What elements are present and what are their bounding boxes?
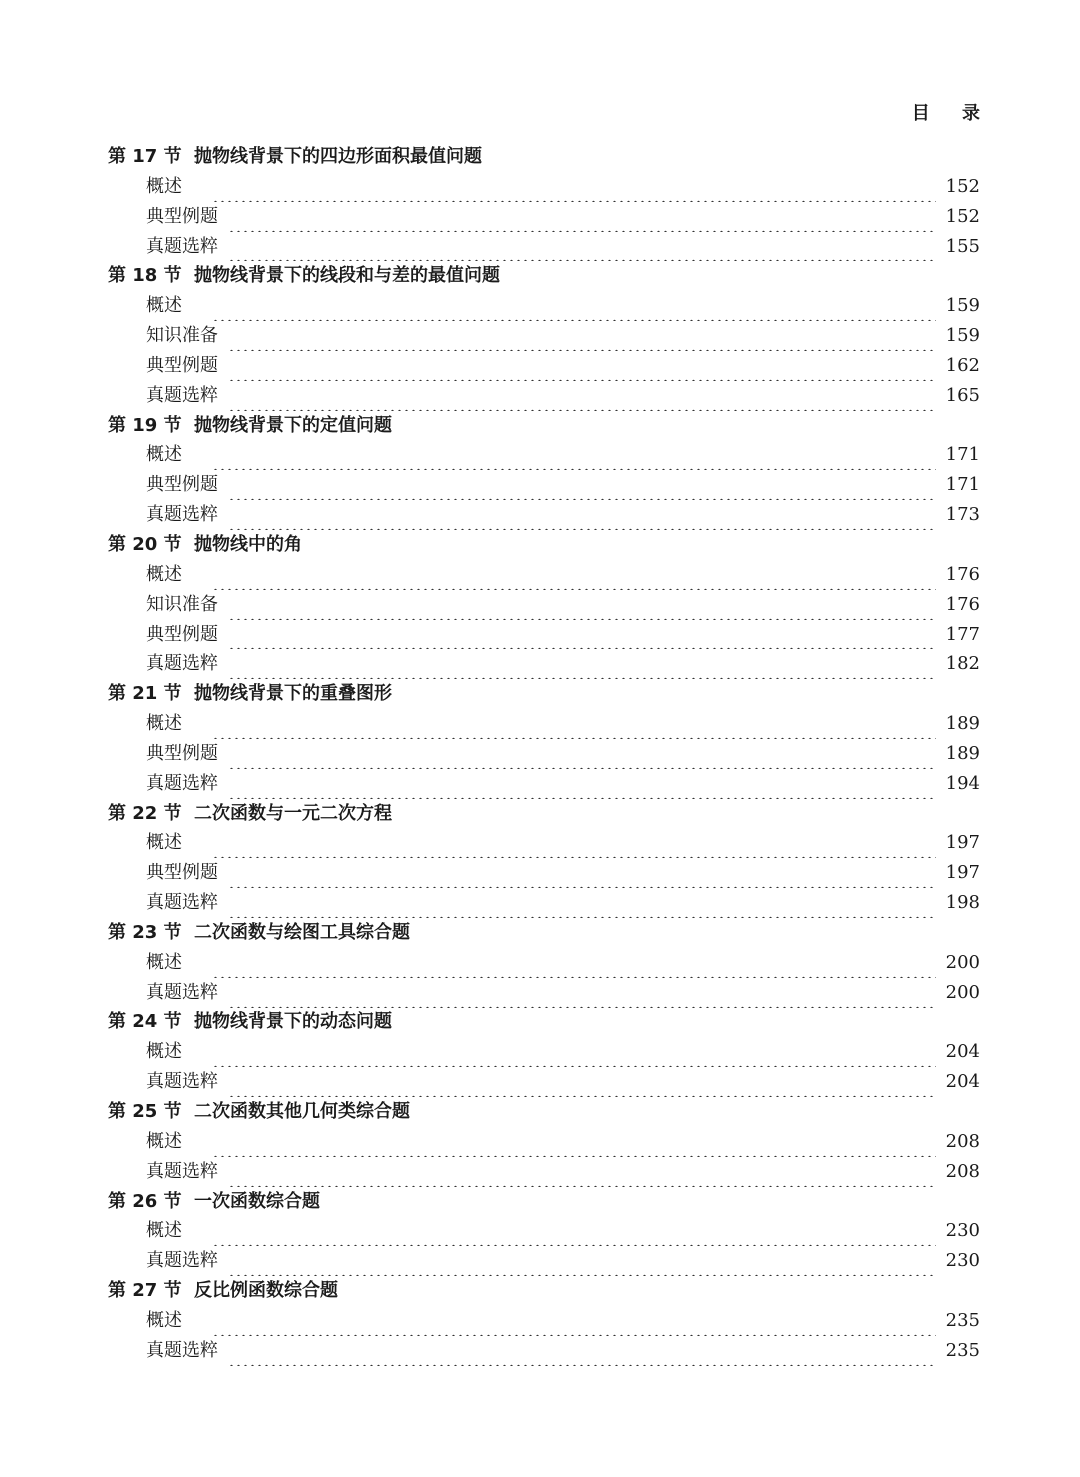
entry-page-number: 194 xyxy=(945,772,980,794)
entry-label: 典型例题 xyxy=(146,623,218,645)
entry-page-number: 204 xyxy=(945,1041,980,1063)
entry-label: 真题选粹 xyxy=(146,1250,218,1272)
entry-label: 典型例题 xyxy=(146,354,218,376)
toc-section-heading[interactable] xyxy=(0,799,1080,829)
section-title: 抛物线背景下的四边形面积最值问题 xyxy=(194,146,482,167)
toc-section-heading[interactable] xyxy=(0,679,1080,709)
entry-page-number: 204 xyxy=(945,1071,980,1093)
entry-page-number: 159 xyxy=(945,295,980,317)
toc-entry[interactable] xyxy=(0,978,1080,1008)
entry-label: 典型例题 xyxy=(146,205,218,227)
dot-leader xyxy=(212,1216,936,1246)
entry-label: 真题选粹 xyxy=(146,384,218,406)
section-title: 二次函数其他几何类综合题 xyxy=(194,1101,410,1122)
dot-leader xyxy=(228,649,936,679)
toc-section-heading[interactable] xyxy=(0,1097,1080,1127)
dot-leader xyxy=(228,769,936,799)
toc-entry[interactable] xyxy=(0,1037,1080,1067)
entry-page-number: 177 xyxy=(945,623,980,645)
section-number: 第 21 节 xyxy=(108,683,182,705)
dot-leader xyxy=(228,381,936,411)
entry-label: 概述 xyxy=(146,175,182,197)
table-of-contents xyxy=(0,142,1080,1366)
toc-section-heading[interactable] xyxy=(0,1187,1080,1217)
toc-entry[interactable] xyxy=(0,620,1080,650)
toc-entry[interactable] xyxy=(0,858,1080,888)
dot-leader xyxy=(228,978,936,1008)
section-number: 第 20 节 xyxy=(108,533,182,555)
section-number: 第 22 节 xyxy=(108,802,182,824)
toc-section-heading[interactable] xyxy=(0,411,1080,441)
section-title: 抛物线背景下的动态问题 xyxy=(194,1011,392,1033)
toc-section-heading[interactable] xyxy=(0,1007,1080,1037)
toc-entry[interactable] xyxy=(0,1246,1080,1276)
entry-page-number: 208 xyxy=(945,1130,980,1152)
dot-leader xyxy=(228,1246,936,1276)
entry-page-number: 176 xyxy=(945,593,980,615)
toc-section-heading[interactable] xyxy=(0,918,1080,948)
entry-page-number: 152 xyxy=(945,175,980,197)
entry-page-number: 176 xyxy=(945,563,980,585)
toc-entry[interactable] xyxy=(0,1336,1080,1366)
dot-leader xyxy=(228,739,936,769)
entry-label: 概述 xyxy=(146,1220,182,1242)
section-title: 一次函数综合题 xyxy=(194,1190,320,1212)
section-number: 第 19 节 xyxy=(108,414,182,436)
entry-page-number: 189 xyxy=(945,742,980,764)
section-title: 二次函数与一元二次方程 xyxy=(194,802,392,824)
entry-page-number: 235 xyxy=(945,1309,980,1331)
entry-page-number: 152 xyxy=(945,205,980,227)
entry-page-number: 230 xyxy=(945,1220,980,1242)
entry-page-number: 171 xyxy=(945,474,980,496)
section-title: 二次函数与绘图工具综合题 xyxy=(194,921,410,943)
page-header: 目 录 xyxy=(911,103,980,124)
toc-section-heading[interactable] xyxy=(0,142,1080,172)
toc-entry[interactable] xyxy=(0,888,1080,918)
entry-label: 知识准备 xyxy=(146,325,218,347)
toc-entry[interactable] xyxy=(0,172,1080,202)
section-number: 第 17 节 xyxy=(108,146,182,167)
dot-leader xyxy=(212,291,936,321)
dot-leader xyxy=(228,1157,936,1187)
toc-entry[interactable] xyxy=(0,321,1080,351)
entry-page-number: 155 xyxy=(945,235,980,257)
entry-page-number: 162 xyxy=(945,354,980,376)
entry-page-number: 200 xyxy=(945,981,980,1003)
entry-page-number: 230 xyxy=(945,1250,980,1272)
dot-leader xyxy=(212,1037,936,1067)
entry-page-number: 189 xyxy=(945,713,980,735)
section-number: 第 27 节 xyxy=(108,1280,182,1302)
entry-label: 概述 xyxy=(146,713,182,735)
entry-page-number: 173 xyxy=(945,504,980,526)
entry-label: 真题选粹 xyxy=(146,981,218,1003)
entry-label: 真题选粹 xyxy=(146,235,218,257)
dot-leader xyxy=(212,828,936,858)
entry-label: 概述 xyxy=(146,444,182,466)
dot-leader xyxy=(228,321,936,351)
toc-entry[interactable] xyxy=(0,769,1080,799)
entry-label: 典型例题 xyxy=(146,474,218,496)
toc-entry[interactable] xyxy=(0,590,1080,620)
toc-entry[interactable] xyxy=(0,828,1080,858)
dot-leader xyxy=(228,231,936,261)
toc-section-heading[interactable] xyxy=(0,1276,1080,1306)
dot-leader xyxy=(212,440,936,470)
toc-entry[interactable] xyxy=(0,649,1080,679)
section-title: 抛物线背景下的线段和与差的最值问题 xyxy=(194,265,500,287)
toc-entry[interactable] xyxy=(0,291,1080,321)
toc-entry[interactable] xyxy=(0,202,1080,232)
toc-entry[interactable] xyxy=(0,381,1080,411)
dot-leader xyxy=(212,709,936,739)
toc-entry[interactable] xyxy=(0,1216,1080,1246)
entry-page-number: 197 xyxy=(945,862,980,884)
dot-leader xyxy=(228,1336,936,1366)
entry-page-number: 171 xyxy=(945,444,980,466)
dot-leader xyxy=(228,619,936,649)
toc-entry[interactable] xyxy=(0,440,1080,470)
entry-label: 概述 xyxy=(146,832,182,854)
dot-leader xyxy=(212,560,936,590)
entry-label: 典型例题 xyxy=(146,862,218,884)
entry-label: 知识准备 xyxy=(146,593,218,615)
dot-leader xyxy=(228,858,936,888)
dot-leader xyxy=(228,888,936,918)
entry-page-number: 197 xyxy=(945,832,980,854)
section-title: 抛物线背景下的定值问题 xyxy=(194,414,392,436)
toc-entry[interactable] xyxy=(0,948,1080,978)
entry-page-number: 200 xyxy=(945,951,980,973)
section-number: 第 18 节 xyxy=(108,265,182,287)
dot-leader xyxy=(212,1306,936,1336)
entry-label: 概述 xyxy=(146,951,182,973)
entry-label: 真题选粹 xyxy=(146,892,218,914)
section-title: 反比例函数综合题 xyxy=(194,1280,338,1302)
section-number: 第 26 节 xyxy=(108,1190,182,1212)
entry-label: 概述 xyxy=(146,1130,182,1152)
entry-label: 真题选粹 xyxy=(146,653,218,675)
entry-page-number: 182 xyxy=(945,653,980,675)
dot-leader xyxy=(228,351,936,381)
entry-page-number: 235 xyxy=(945,1339,980,1361)
toc-section-heading[interactable] xyxy=(0,530,1080,560)
dot-leader xyxy=(228,1067,936,1097)
entry-label: 典型例题 xyxy=(146,742,218,764)
toc-entry[interactable] xyxy=(0,1306,1080,1336)
entry-label: 概述 xyxy=(146,1041,182,1063)
entry-label: 真题选粹 xyxy=(146,1160,218,1182)
toc-entry[interactable] xyxy=(0,1157,1080,1187)
entry-label: 概述 xyxy=(146,1309,182,1331)
entry-page-number: 165 xyxy=(945,384,980,406)
entry-page-number: 198 xyxy=(945,892,980,914)
dot-leader xyxy=(228,500,936,530)
toc-entry[interactable] xyxy=(0,1127,1080,1157)
section-title: 抛物线中的角 xyxy=(194,533,302,555)
entry-label: 概述 xyxy=(146,563,182,585)
section-number: 第 25 节 xyxy=(108,1101,182,1122)
toc-entry[interactable] xyxy=(0,351,1080,381)
toc-entry[interactable] xyxy=(0,560,1080,590)
toc-entry[interactable] xyxy=(0,739,1080,769)
dot-leader xyxy=(228,470,936,500)
entry-label: 真题选粹 xyxy=(146,1071,218,1093)
section-title: 抛物线背景下的重叠图形 xyxy=(194,683,392,705)
dot-leader xyxy=(212,1127,936,1157)
toc-entry[interactable] xyxy=(0,500,1080,530)
entry-label: 真题选粹 xyxy=(146,504,218,526)
dot-leader xyxy=(212,172,936,202)
toc-entry[interactable] xyxy=(0,470,1080,500)
dot-leader xyxy=(228,202,936,232)
toc-entry[interactable] xyxy=(0,232,1080,262)
entry-label: 真题选粹 xyxy=(146,1339,218,1361)
entry-page-number: 208 xyxy=(945,1160,980,1182)
toc-section-heading[interactable] xyxy=(0,261,1080,291)
section-number: 第 23 节 xyxy=(108,921,182,943)
entry-page-number: 159 xyxy=(945,325,980,347)
section-number: 第 24 节 xyxy=(108,1011,182,1033)
dot-leader xyxy=(228,590,936,620)
entry-label: 概述 xyxy=(146,295,182,317)
toc-entry[interactable] xyxy=(0,709,1080,739)
entry-label: 真题选粹 xyxy=(146,772,218,794)
toc-entry[interactable] xyxy=(0,1067,1080,1097)
dot-leader xyxy=(212,948,936,978)
